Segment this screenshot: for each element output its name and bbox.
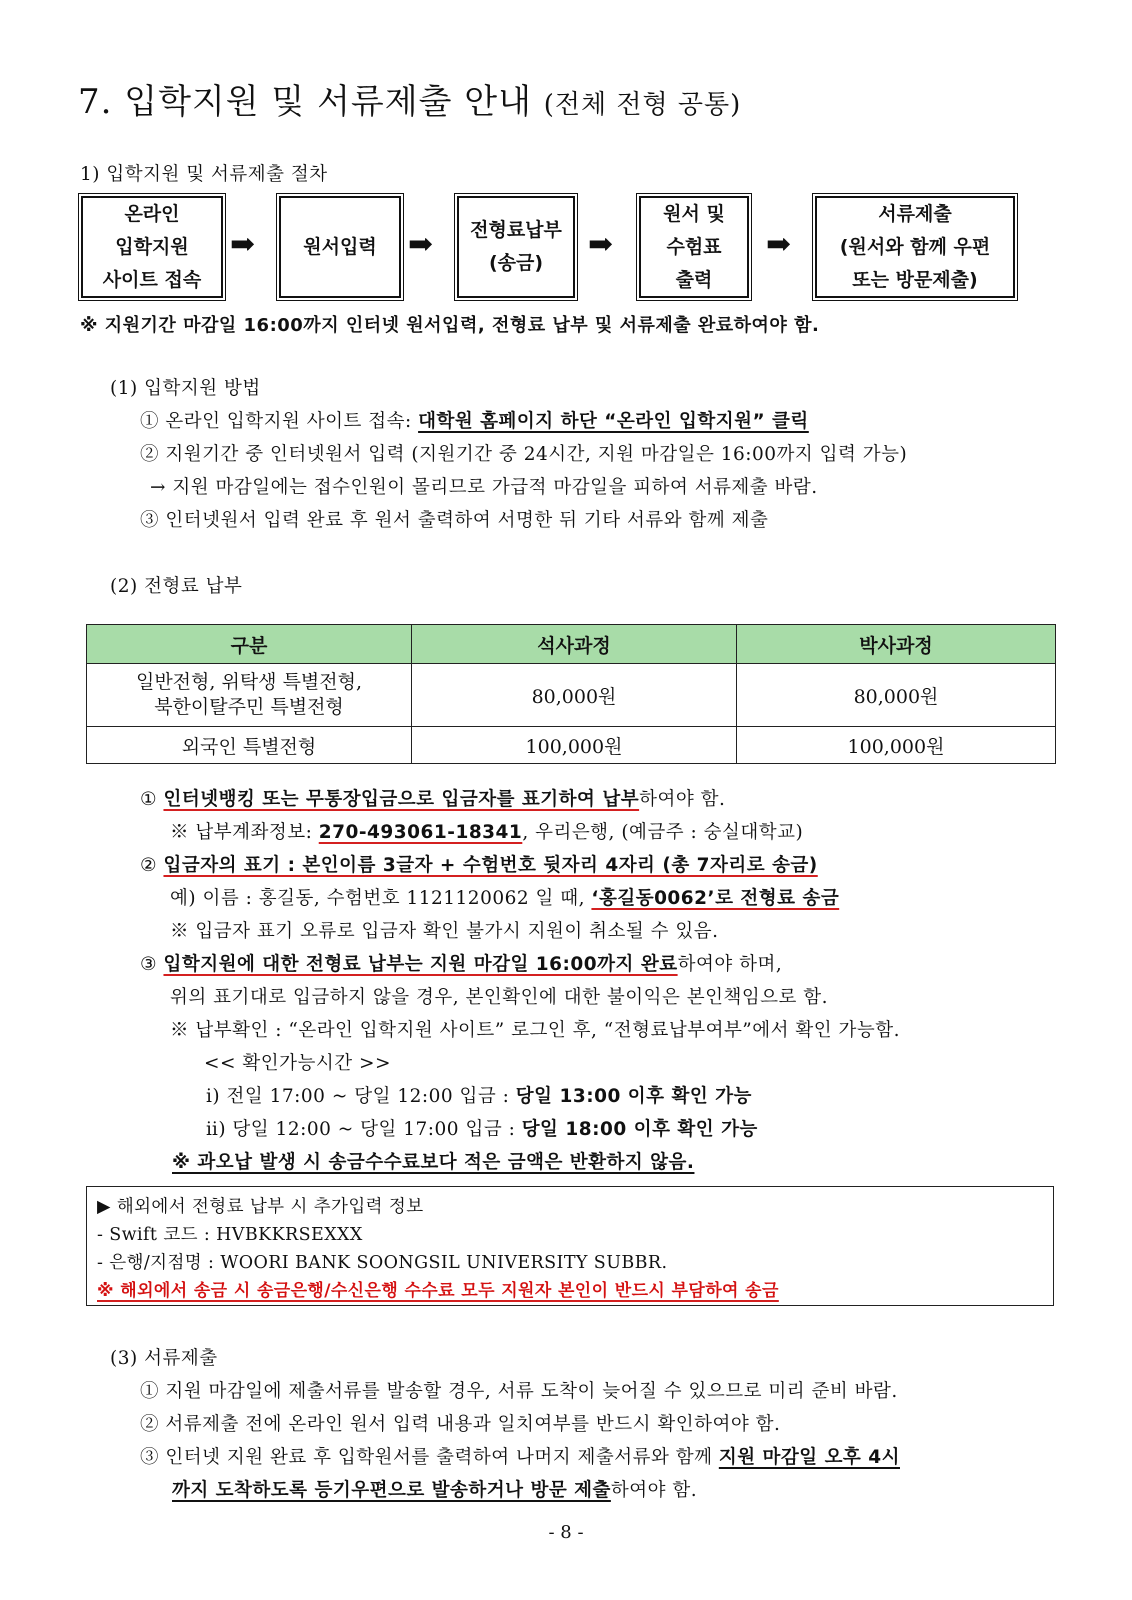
overseas-swift-code: - Swift 코드 : HVBKKRSEXXX — [97, 1225, 363, 1245]
flow-step-label: 온라인 입학지원 사이트 접속 — [102, 202, 202, 291]
overseas-payment-box — [86, 1186, 1054, 1306]
fee-account-prefix: ※ 납부계좌정보: — [170, 822, 319, 843]
fee-note-3-line2: 위의 표기대로 입금하지 않을 경우, 본인확인에 대한 불이익은 본인책임으로 함. — [170, 987, 829, 1008]
fee-time-2-text: ⅱ) 당일 12:00 ~ 당일 17:00 입금 : — [206, 1119, 522, 1140]
fee-doctor-cell: 100,000원 — [737, 727, 1056, 764]
fee-error-note: ※ 입금자 표기 오류로 입금자 확인 불가시 지원이 취소될 수 있음. — [170, 921, 719, 942]
fee-category-line: 일반전형, 위탁생 특별전형, — [135, 671, 363, 693]
documents-item-2: ② 서류제출 전에 온라인 원서 입력 내용과 일치여부를 반드시 확인하여야 함. — [140, 1414, 781, 1435]
overseas-bank-branch: - 은행/지점명 : WOORI BANK SOONGSIL UNIVERSITY SUBBR. — [97, 1253, 668, 1273]
fee-example-emphasis: ‘홍길동0062’로 전형료 송금 — [591, 888, 840, 909]
fee-time-1-text: ⅰ) 전일 17:00 ~ 당일 12:00 입금 : — [206, 1086, 516, 1107]
section-title-main: 7. 입학지원 및 서류제출 안내 — [78, 82, 532, 122]
table-row — [87, 664, 1056, 727]
method-item-2-note: → 지원 마감일에는 접수인원이 몰리므로 가급적 마감일을 피하여 서류제출 바람. — [150, 477, 818, 498]
fee-confirm-time-title: << 확인가능시간 >> — [204, 1053, 391, 1074]
fee-example — [170, 884, 839, 910]
method-item-1-emphasis: 대학원 홈페이지 하단 “온라인 입학지원” 클릭 — [418, 411, 809, 432]
fee-note-1-number: ① — [140, 789, 164, 810]
fee-category-line: 북한이탈주민 특별전형 — [154, 696, 344, 718]
fee-category-cell — [87, 664, 412, 727]
fee-example-prefix: 예) 이름 : 홍길동, 수험번호 1121120062 일 때, — [170, 888, 592, 909]
flow-step-print — [636, 193, 752, 301]
flow-step-online-site — [78, 193, 226, 301]
fee-doctor-cell: 80,000원 — [737, 664, 1056, 727]
fee-confirm-time-1 — [206, 1082, 752, 1108]
documents-item-3-line2 — [172, 1476, 697, 1502]
fee-table — [86, 624, 1056, 764]
fee-note-3-tail: 하여야 하며, — [677, 954, 783, 975]
fee-note-2-number: ② — [140, 855, 164, 876]
documents-item-3 — [140, 1443, 900, 1469]
fee-account-number: 270-493061-18341 — [318, 822, 523, 843]
fee-time-2-emphasis: 당일 18:00 이후 확인 가능 — [521, 1119, 758, 1140]
fee-overpay-note: ※ 과오납 발생 시 송금수수료보다 적은 금액은 반환하지 않음. — [172, 1152, 695, 1173]
procedure-title: 1) 입학지원 및 서류제출 절차 — [80, 164, 328, 185]
overseas-fee-note: ※ 해외에서 송금 시 송금은행/수신은행 수수료 모두 지원자 본인이 반드시 부담하여 송금 — [97, 1281, 779, 1301]
flow-step-label: 원서입력 — [303, 235, 377, 258]
documents-item-3-text: ③ 인터넷 지원 완료 후 입학원서를 출력하여 나머지 제출서류와 함께 — [140, 1447, 719, 1468]
section-title-sub: (전체 전형 공통) — [543, 90, 742, 120]
method-item-1 — [140, 407, 809, 433]
method-item-2: ② 지원기간 중 인터넷원서 입력 (지원기간 중 24시간, 지원 마감일은 16:00까지 입력 가능) — [140, 444, 908, 465]
method-title: (1) 입학지원 방법 — [110, 378, 261, 399]
fee-confirm-time-2 — [206, 1115, 758, 1141]
fee-title: (2) 전형료 납부 — [110, 576, 243, 597]
fee-master-cell: 80,000원 — [412, 664, 737, 727]
flow-step-label: 서류제출 (원서와 함께 우편 또는 방문제출) — [839, 202, 991, 291]
documents-item-3-tail: 하여야 함. — [610, 1480, 698, 1501]
arrow-right-icon: ➡ — [588, 227, 614, 262]
documents-item-3-emphasis-2: 까지 도착하도록 등기우편으로 발송하거나 방문 제출 — [172, 1480, 611, 1501]
method-item-1-text: ① 온라인 입학지원 사이트 접속: — [140, 411, 419, 432]
documents-title: (3) 서류제출 — [110, 1348, 218, 1369]
fee-category-cell: 외국인 특별전형 — [87, 727, 412, 764]
flow-step-label: 전형료납부 (송금) — [470, 219, 562, 274]
table-row — [87, 727, 1056, 764]
fee-note-1-tail: 하여야 함. — [639, 789, 726, 810]
arrow-right-icon: ➡ — [766, 227, 792, 262]
fee-header-category: 구분 — [87, 625, 412, 664]
fee-note-1 — [140, 785, 725, 811]
flow-step-fee-payment — [454, 193, 578, 301]
section-title — [78, 74, 741, 123]
flow-step-application-input — [276, 193, 404, 301]
overseas-title: ▶ 해외에서 전형료 납부 시 추가입력 정보 — [97, 1197, 424, 1217]
fee-account-info — [170, 818, 803, 844]
fee-confirm-note: ※ 납부확인 : “온라인 입학지원 사이트” 로그인 후, “전형료납부여부”에서 확인 가능함. — [170, 1020, 901, 1041]
fee-header-master: 석사과정 — [412, 625, 737, 664]
flow-step-label: 원서 및 수험표 출력 — [663, 202, 725, 291]
method-item-3: ③ 인터넷원서 입력 완료 후 원서 출력하여 서명한 뒤 기타 서류와 함께 제출 — [140, 510, 769, 531]
fee-note-1-emphasis: 인터넷뱅킹 또는 무통장입금으로 입금자를 표기하여 납부 — [163, 789, 640, 810]
page-number: - 8 - — [548, 1522, 584, 1543]
fee-note-3-number: ③ — [140, 954, 164, 975]
flow-step-document-submission — [812, 193, 1018, 301]
fee-note-3 — [140, 950, 782, 976]
fee-table-header — [87, 625, 1056, 664]
fee-header-doctor: 박사과정 — [737, 625, 1056, 664]
documents-item-1: ① 지원 마감일에 제출서류를 발송할 경우, 서류 도착이 늦어질 수 있으므로 미리 준비 바람. — [140, 1381, 898, 1402]
fee-note-2-emphasis: 입금자의 표기 : 본인이름 3글자 + 수험번호 뒷자리 4자리 (총 7자리로 송금) — [163, 855, 818, 876]
arrow-right-icon: ➡ — [408, 227, 434, 262]
arrow-right-icon: ➡ — [230, 227, 256, 262]
fee-account-suffix: , 우리은행, (예금주 : 숭실대학교) — [522, 822, 804, 843]
procedure-deadline-note: ※ 지원기간 마감일 16:00까지 인터넷 원서입력, 전형료 납부 및 서류제출 완료하여야 함. — [80, 315, 820, 336]
fee-note-2 — [140, 851, 818, 877]
fee-time-1-emphasis: 당일 13:00 이후 확인 가능 — [515, 1086, 752, 1107]
documents-item-3-emphasis: 지원 마감일 오후 4시 — [718, 1447, 900, 1468]
fee-note-3-emphasis: 입학지원에 대한 전형료 납부는 지원 마감일 16:00까지 완료 — [163, 954, 678, 975]
fee-master-cell: 100,000원 — [412, 727, 737, 764]
